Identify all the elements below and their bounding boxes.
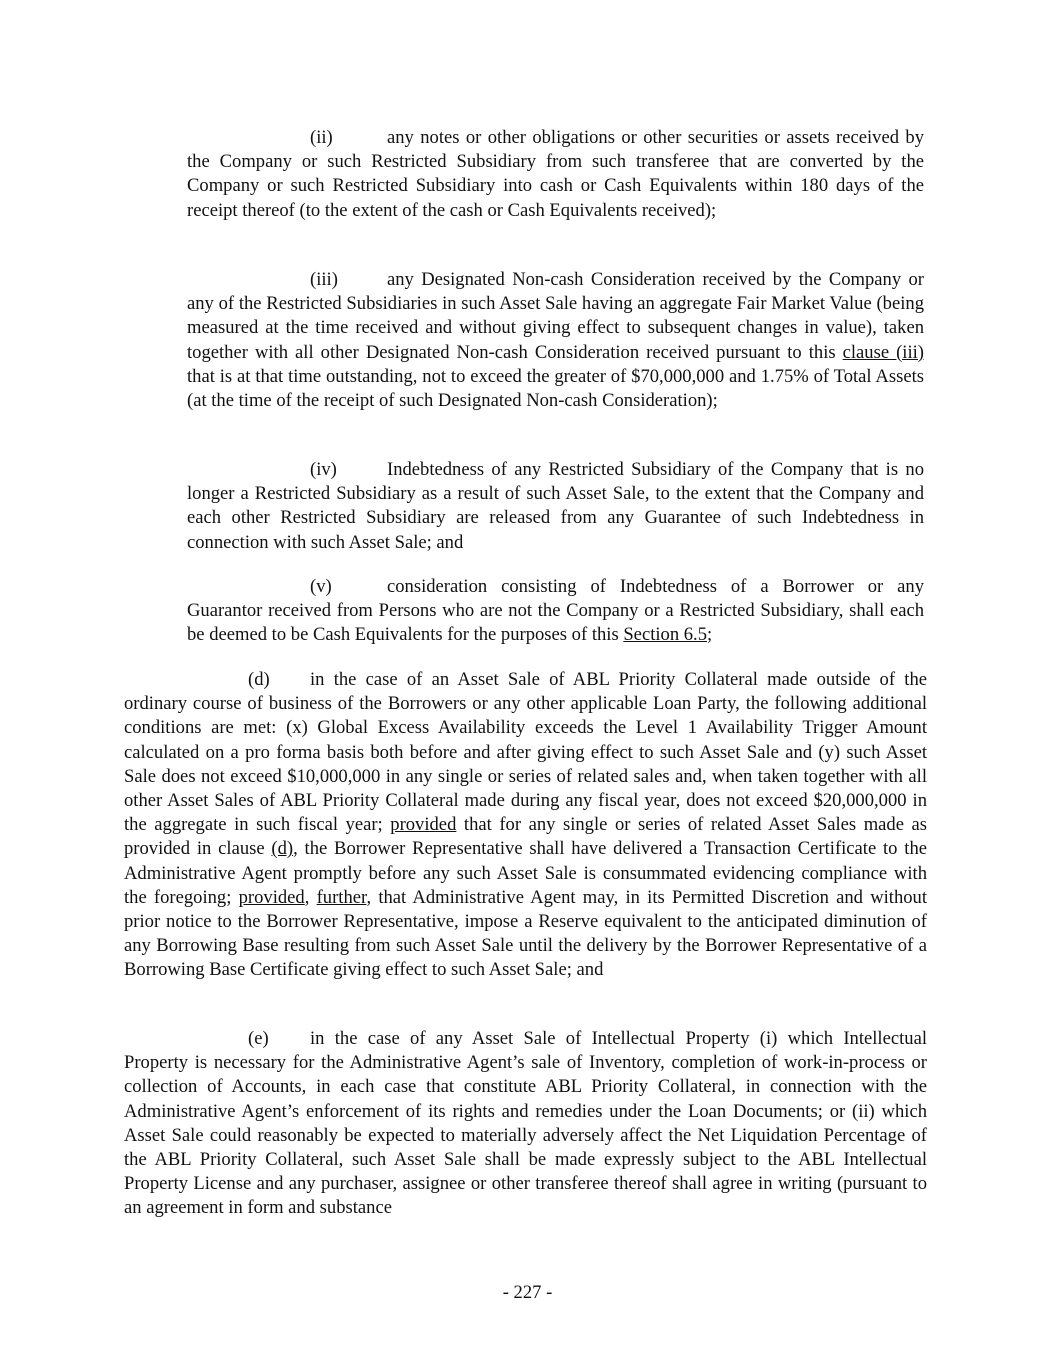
clause-d-text-c: , the Borrower Representative shall have delivered a Transaction Certificate to the Administrative Agent promptly before any such Asset Sale is consummated evidencing compliance with the foregoing; bbox=[124, 838, 927, 908]
clause-d-text-d: , bbox=[304, 886, 317, 908]
clause-ii-text: any notes or other obligations or other securities or assets received by the Company or such Restricted Subsidiary from such transferee that are converted by the Company or such Restricted Subsidiary into cash or Cash Equivalents within 180 days of the receipt thereof (to the extent of the cash or Cash Equivalents received); bbox=[187, 127, 924, 221]
clause-iv-number: (iv) bbox=[310, 459, 337, 480]
clause-d-text-b: that for any single or series of related Asset Sales made as provided in clause bbox=[124, 814, 927, 860]
clause-d-text-a: in the case of an Asset Sale of ABL Priority Collateral made outside of the ordinary course of business of the Borrowers or any other applicable Loan Party, the following additional conditions are met: (x) Global Excess Availability exceeds the Level 1 Availability Trigger Amount calculated on a pro forma basis both before and after giving effect to such Asset Sale and (y) such Asset Sale does not exceed $10,000,000 in any single or series of related sales and, when taken together with all other Asset Sales of ABL Priority Collateral made during any fiscal year, does not exceed $20,000,000 in the aggregate in such fiscal year; bbox=[124, 669, 927, 836]
section-6-5-reference: Section 6.5 bbox=[623, 624, 708, 646]
clause-ii-paragraph bbox=[187, 126, 924, 223]
clause-iii-cross-reference: clause (iii) bbox=[842, 341, 924, 363]
provided-term-2: provided bbox=[238, 886, 305, 908]
clause-e-number: (e) bbox=[248, 1028, 269, 1049]
clause-d-cross-reference: (d) bbox=[271, 838, 294, 860]
further-term: further bbox=[316, 886, 367, 908]
clause-d-paragraph bbox=[124, 668, 927, 983]
clause-iv-paragraph bbox=[187, 458, 924, 555]
clause-d-text-e: , that Administrative Agent may, in its Permitted Discretion and without prior notice to the Borrower Representative, impose a Reserve equivalent to the anticipated diminution of any Borrowing Base resulting from such Asset Sale until the delivery by the Borrower Representative of a Borrowing Base Certificate giving effect to such Asset Sale; and bbox=[124, 886, 928, 981]
clause-e-text: in the case of any Asset Sale of Intellectual Property (i) which Intellectual Property is necessary for the Administrative Agent’s sale of Inventory, completion of work-in-process or collection of Accounts, in each case that constitute ABL Priority Collateral, in connection with the Administrative Agent’s enforcement of its rights and remedies under the Loan Documents; or (ii) which Asset Sale could reasonably be expected to materially adversely affect the Net Liquidation Percentage of the ABL Priority Collateral, such Asset Sale shall be made expressly subject to the ABL Intellectual Property License and any purchaser, assignee or other transferee thereof shall agree in writing (pursuant to an agreement in form and substance bbox=[124, 1028, 927, 1219]
clause-iii-number: (iii) bbox=[310, 269, 338, 290]
provided-term-1: provided bbox=[390, 814, 457, 836]
page-number: - 227 - bbox=[502, 1282, 553, 1303]
clause-v-number: (v) bbox=[310, 576, 332, 597]
clause-iv-text: Indebtedness of any Restricted Subsidiary of the Company that is no longer a Restricted Subsidiary as a result of such Asset Sale, to the extent that the Company and each other Restricted Subsidiary are released from any Guarantee of such Indebtedness in connection with such Asset Sale; and bbox=[187, 459, 924, 553]
clause-d-number: (d) bbox=[248, 669, 270, 690]
clause-iii-text-a: any Designated Non-cash Consideration received by the Company or any of the Restricted Subsidiaries in such Asset Sale having an aggregate Fair Market Value (being measured at the time received and without giving effect to subsequent changes in value), taken together with all other Designated Non-cash Consideration received pursuant to this bbox=[187, 269, 924, 363]
clause-ii-number: (ii) bbox=[310, 127, 333, 148]
clause-v-paragraph bbox=[187, 575, 924, 648]
clause-e-paragraph bbox=[124, 1027, 927, 1221]
clause-iii-text-b: that is at that time outstanding, not to exceed the greater of $70,000,000 and 1.75% of Total Assets (at the time of the receipt of such Designated Non-cash Consideration); bbox=[187, 365, 924, 412]
clause-v-text-b: ; bbox=[707, 624, 713, 646]
clause-iii-paragraph bbox=[187, 268, 924, 413]
clause-v-text-a: consideration consisting of Indebtedness of a Borrower or any Guarantor received from Persons who are not the Company or a Restricted Subsidiary, shall each be deemed to be Cash Equivalents for the purposes of this bbox=[187, 576, 924, 646]
